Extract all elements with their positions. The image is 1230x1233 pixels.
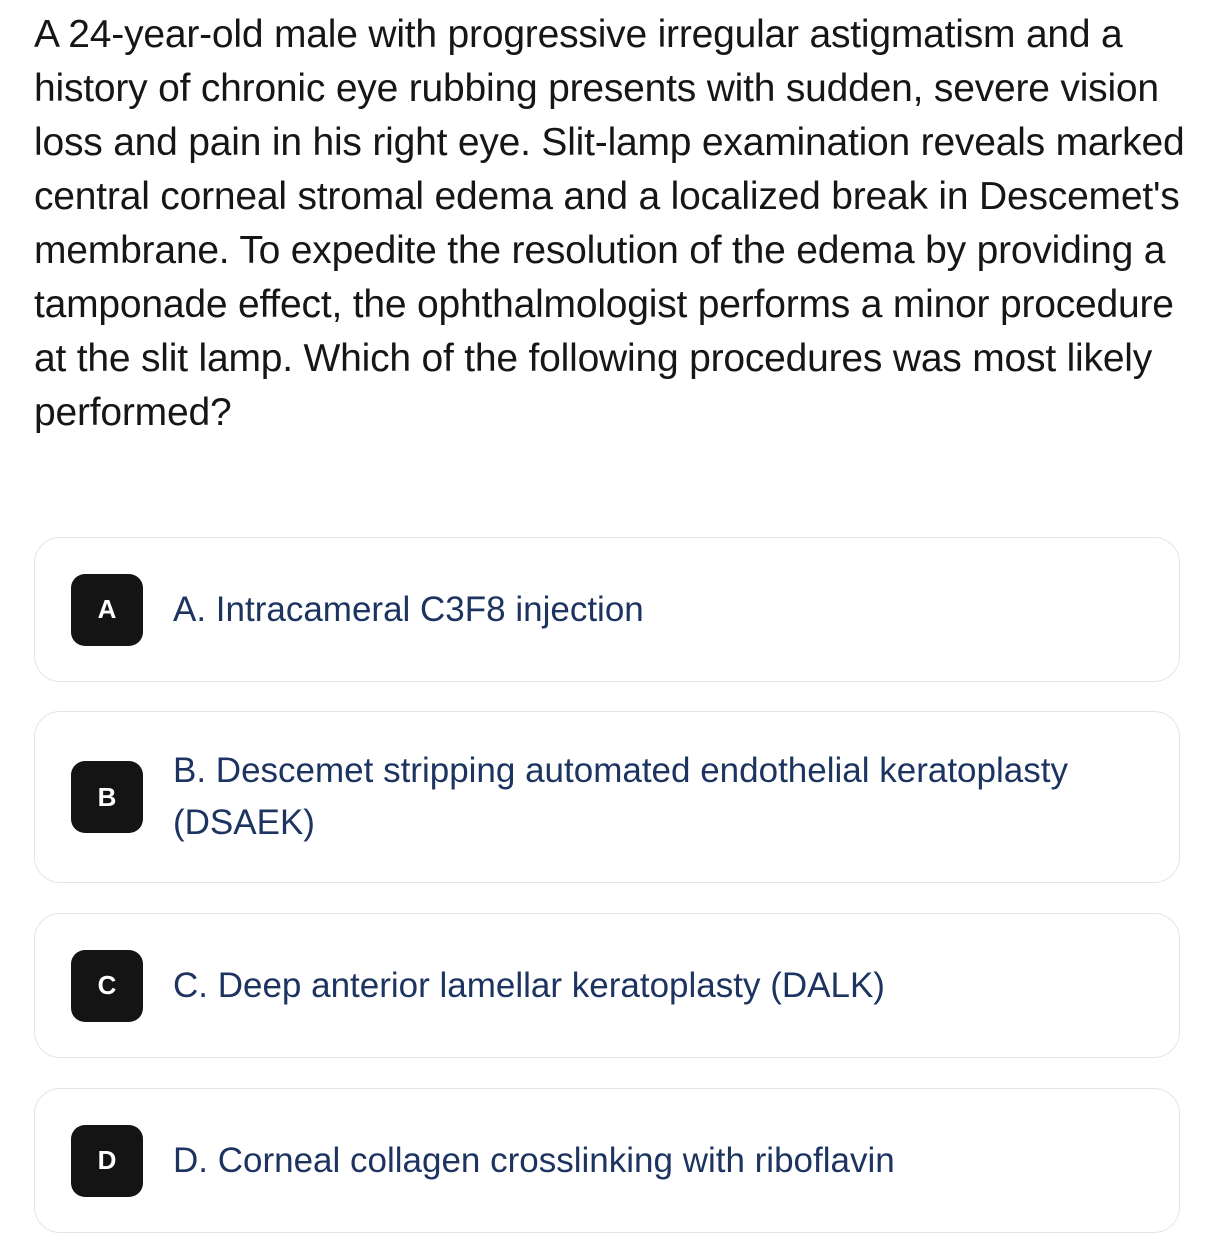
option-d-text: D. Corneal collagen crosslinking with riboflavin (173, 1140, 895, 1180)
option-d-card[interactable] (34, 1088, 1180, 1233)
question-text: A 24-year-old male with progressive irregular astigmatism and a history of chronic eye rubbing presents with sudden, severe vision loss and pain in his right eye. Slit-lamp examination reveals marked central corneal stromal edema and a localized break in Descemet's membrane. To expedite the resolution of the edema by providing a tamponade effect, the ophthalmologist performs a minor procedure at the slit lamp. Which of the following procedures was most likely performed? (34, 13, 1185, 434)
option-a-card[interactable] (34, 537, 1180, 682)
option-a-text: A. Intracameral C3F8 injection (173, 589, 644, 629)
option-c-text: C. Deep anterior lamellar keratoplasty (DALK) (173, 965, 885, 1005)
option-a-letter-badge: A (71, 574, 143, 646)
option-b-card[interactable] (34, 711, 1180, 883)
option-c-letter-badge: C (71, 950, 143, 1022)
option-c-card[interactable] (34, 913, 1180, 1058)
option-b-text: B. Descemet stripping automated endothelial keratoplasty (DSAEK) (173, 751, 1068, 842)
option-d-letter-badge: D (71, 1125, 143, 1197)
option-b-letter-badge: B (71, 761, 143, 833)
